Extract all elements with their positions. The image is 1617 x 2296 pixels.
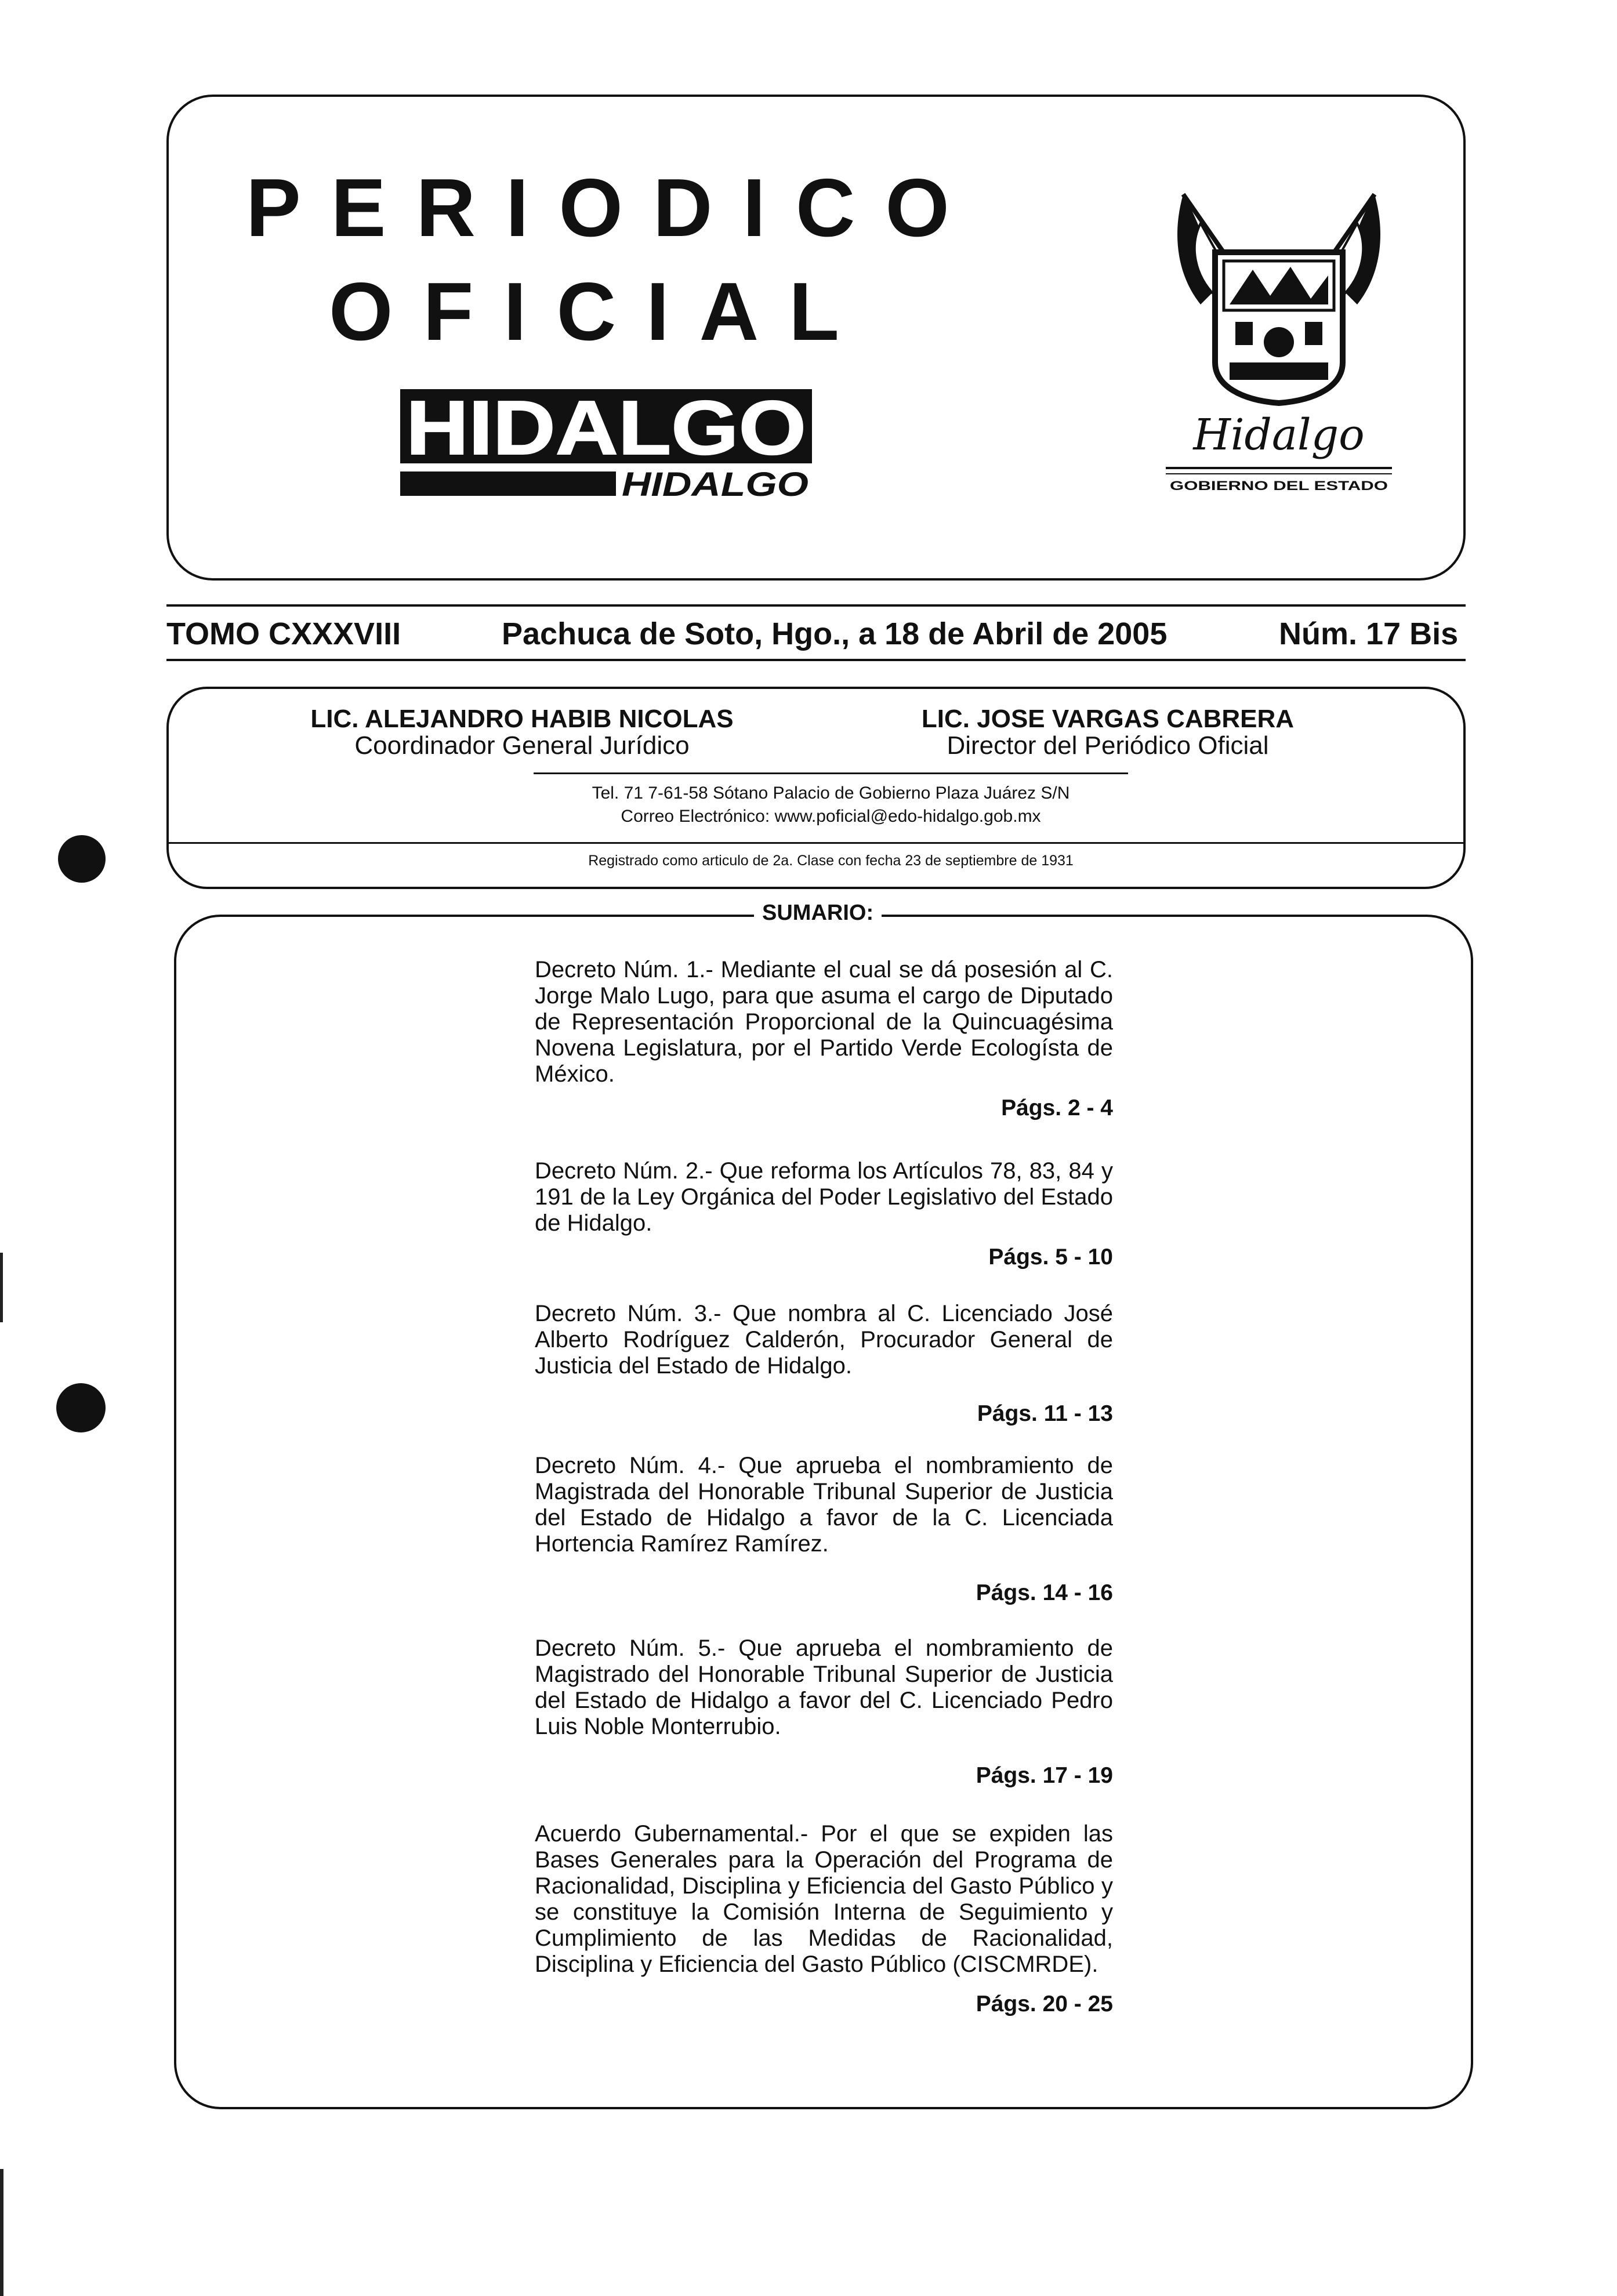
hidalgo-logo-main: HIDALGO <box>406 389 806 470</box>
contact-address: Tel. 71 7-61-58 Sótano Palacio de Gobierno Plaza Juárez S/N <box>592 784 1070 803</box>
state-coat-of-arms <box>1166 188 1392 502</box>
staff-right-name: LIC. JOSE VARGAS CABRERA <box>921 705 1295 733</box>
edition-number: Núm. 17 Bis <box>1279 616 1459 651</box>
edition-place-date: Pachuca de Soto, Hgo., a 18 de Abril de 2005 <box>502 616 1168 651</box>
edition-band-bottom-rule <box>166 659 1466 661</box>
sumario-entry-text: Acuerdo Gubernamental.- Por el que se expiden las Bases Generales para la Operación del Programa de Racionalidad, Disciplina y Eficiencia del Gasto Público y se constituye la Comisión Interna de Seguimiento y Cumplimiento de las Medidas de Racionalidad, Disciplina y Eficiencia del Gasto Público (CISCMRDE). <box>535 1821 1113 1977</box>
hidalgo-logo <box>400 389 812 505</box>
scan-edge-mark <box>0 2169 3 2296</box>
sumario-entry-pages: Págs. 11 - 13 <box>977 1401 1113 1426</box>
staff-right-role: Director del Periódico Oficial <box>947 731 1269 760</box>
sumario-entry <box>535 1821 1113 2015</box>
sumario-entry <box>535 1635 1113 1787</box>
sumario-label: SUMARIO: <box>754 902 882 924</box>
sumario-entry-text: Decreto Núm. 1.- Mediante el cual se dá posesión al C. Jorge Malo Lugo, para que asuma el cargo de Diputado de Representación Proporcional de la Quincuagésima Novena Legislatura, por el Partido Verde Ecologísta de México. <box>535 957 1113 1087</box>
scan-edge-mark <box>0 1253 3 1322</box>
sumario-entry-pages: Págs. 17 - 19 <box>976 1763 1113 1788</box>
staff-left-name: LIC. ALEJANDRO HABIB NICOLAS <box>310 705 734 733</box>
sumario-entry-pages: Págs. 5 - 10 <box>988 1245 1113 1269</box>
staff-divider <box>534 772 1128 774</box>
sumario-entry <box>535 1158 1113 1268</box>
sumario-entry-pages: Págs. 20 - 25 <box>976 1992 1113 2016</box>
masthead-title-line2: OFICIAL <box>329 266 869 358</box>
coat-caption: GOBIERNO DEL ESTADO <box>1170 478 1388 493</box>
masthead-title-line1: PERIODICO <box>246 162 980 254</box>
coat-script-name: Hidalgo <box>1193 410 1365 460</box>
sumario-entry-pages: Págs. 14 - 16 <box>976 1580 1113 1605</box>
edition-tomo: TOMO CXXXVIII <box>166 616 401 651</box>
punch-hole-mark <box>58 835 106 883</box>
sumario-entry <box>535 957 1113 1119</box>
edition-band-top-rule <box>166 604 1466 607</box>
sumario-entry <box>535 1453 1113 1604</box>
contact-email: Correo Electrónico: www.poficial@edo-hidalgo.gob.mx <box>621 807 1041 826</box>
registration-note: Registrado como articulo de 2a. Clase con fecha 23 de septiembre de 1931 <box>588 853 1074 869</box>
sumario-entry-text: Decreto Núm. 4.- Que aprueba el nombramiento de Magistrada del Honorable Tribunal Superior de Justicia del Estado de Hidalgo a favor de la C. Licenciada Hortencia Ramírez Ramírez. <box>535 1453 1113 1557</box>
punch-hole-mark <box>56 1383 106 1432</box>
sumario-entry <box>535 1301 1113 1425</box>
sumario-entry-text: Decreto Núm. 5.- Que aprueba el nombramiento de Magistrado del Honorable Tribunal Superior de Justicia del Estado de Hidalgo a favor del C. Licenciado Pedro Luis Noble Monterrubio. <box>535 1635 1113 1739</box>
hidalgo-logo-sub: HIDALGO <box>622 466 808 503</box>
sumario-entry-pages: Págs. 2 - 4 <box>1001 1096 1113 1120</box>
staff-divider-lower <box>168 842 1464 844</box>
sumario-entry-text: Decreto Núm. 2.- Que reforma los Artículos 78, 83, 84 y 191 de la Ley Orgánica del Poder Legislativo del Estado de Hidalgo. <box>535 1158 1113 1236</box>
staff-left-role: Coordinador General Jurídico <box>354 731 690 760</box>
sumario-entry-text: Decreto Núm. 3.- Que nombra al C. Licenciado José Alberto Rodríguez Calderón, Procurador General de Justicia del Estado de Hidalgo. <box>535 1301 1113 1379</box>
